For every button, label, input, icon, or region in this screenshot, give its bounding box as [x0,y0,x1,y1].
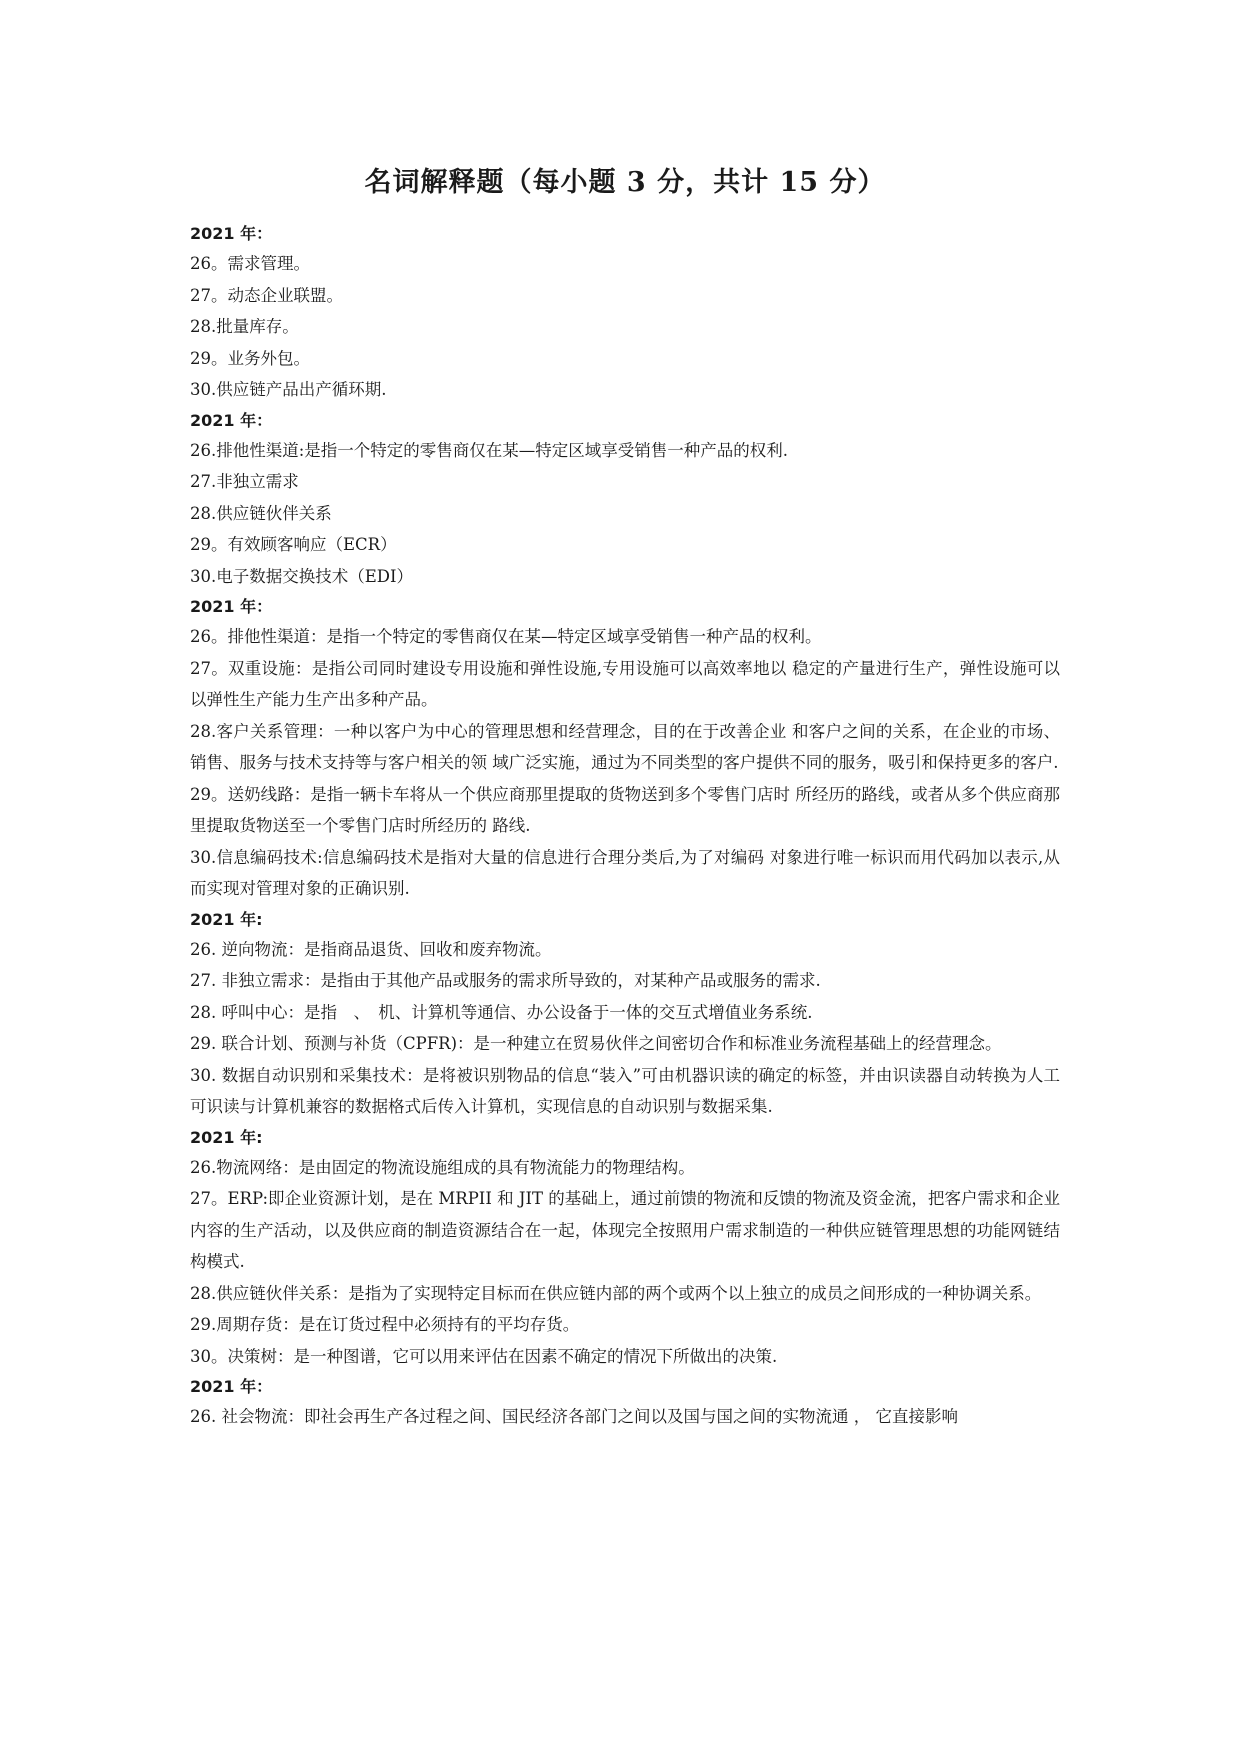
term-item: 29. 联合计划、预测与补货（CPFR)：是一种建立在贸易伙伴之间密切合作和标准业务流程基础上的经营理念。 [190,1034,1002,1053]
term-item: 28. 呼叫中心：是指 、 机、计算机等通信、办公设备于一体的交互式增值业务系统. [190,1002,813,1022]
year-section [190,219,1060,406]
year-heading: 2021 年： [190,224,273,243]
term-item: 26。排他性渠道：是指一个特定的零售商仅在某—特定区域享受销售一种产品的权利。 [190,627,822,646]
term-item: 29。有效顾客响应（ECR） [190,535,397,554]
term-item: 28.客户关系管理：一种以客户为中心的管理思想和经营理念，目的在于改善企业 和客户之间的关系，在企业的市场、销售、服务与技术支持等与客户相关的领 域广泛实施，通过为不同类型的客户提供不同的服务，吸引和保持更多的客户. [190,721,1060,772]
term-item: 29。业务外包。 [190,348,310,368]
sections [190,219,1060,1433]
year-heading: 2021 年： [190,597,273,616]
term-item: 30.电子数据交换技术（EDI） [190,566,414,586]
term-item: 30.供应链产品出产循环期. [190,380,387,399]
term-item: 30。决策树：是一种图谱，它可以用来评估在因素不确定的情况下所做出的决策. [190,1346,778,1366]
term-item: 26. 社会物流：即社会再生产各过程之间、国民经济各部门之间以及国与国之间的实物流通 ， 它直接影响 [190,1407,958,1426]
term-item: 30.信息编码技术:信息编码技术是指对大量的信息进行合理分类后,为了对编码 对象进行唯一标识而用代码加以表示,从而实现对管理对象的正确识别. [190,847,1060,898]
term-item: 26. 逆向物流：是指商品退货、回收和废弃物流。 [190,939,552,959]
term-item: 30. 数据自动识别和采集技术：是将被识别物品的信息“装入”可由机器识读的确定的标签，并由识读器自动转换为人工可识读与计算机兼容的数据格式后传入计算机，实现信息的自动识别与数据采集. [190,1065,1060,1116]
term-item: 27.非独立需求 [190,472,299,491]
term-item: 28.批量库存。 [190,317,299,336]
term-item: 26.物流网络：是由固定的物流设施组成的具有物流能力的物理结构。 [190,1157,695,1177]
page-title: 名词解释题（每小题 3 分，共计 15 分） [364,167,886,198]
year-heading: 2021 年： [190,1377,273,1396]
term-item: 27。双重设施：是指公司同时建设专用设施和弹性设施,专用设施可以高效率地以 稳定的产量进行生产，弹性设施可以以弹性生产能力生产出多种产品。 [190,658,1060,709]
term-item: 26。需求管理。 [190,254,310,273]
year-heading: 2021 年： [190,410,273,430]
year-section [190,905,1060,1123]
term-item: 27。动态企业联盟。 [190,285,343,305]
term-item: 28.供应链伙伴关系 [190,503,332,523]
year-heading: 2021 年: [190,909,263,929]
year-section [190,406,1060,593]
term-item: 28.供应链伙伴关系：是指为了实现特定目标而在供应链内部的两个或两个以上独立的成员之间形成的一种协调关系。 [190,1283,1042,1303]
year-section [190,1372,1060,1433]
term-item: 27。ERP:即企业资源计划，是在 MRPII 和 JIT 的基础上，通过前馈的物流和反馈的物流及资金流，把客户需求和企业内容的生产活动，以及供应商的制造资源结合在一起，体现完全按照用户需求制造的一种供应链管理思想的功能网链结构模式. [190,1189,1060,1271]
term-item: 29。送奶线路：是指一辆卡车将从一个供应商那里提取的货物送到多个零售门店时 所经历的路线，或者从多个供应商那里提取货物送至一个零售门店时所经历的 路线. [190,784,1060,835]
document-page [190,160,1060,1433]
term-item: 27. 非独立需求：是指由于其他产品或服务的需求所导致的，对某种产品或服务的需求. [190,971,821,990]
year-section [190,592,1060,905]
term-item: 26.排他性渠道:是指一个特定的零售商仅在某—特定区域享受销售一种产品的权利. [190,440,789,460]
year-section [190,1123,1060,1373]
year-heading: 2021 年: [190,1127,263,1147]
term-item: 29.周期存货：是在订货过程中必须持有的平均存货。 [190,1315,580,1334]
